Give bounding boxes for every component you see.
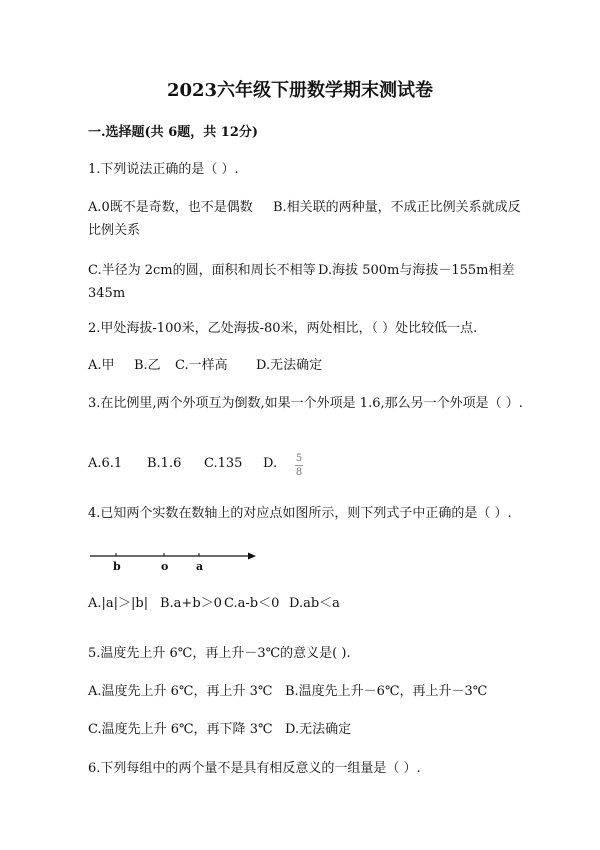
question-1-option-d-continued: 345m (88, 286, 126, 301)
axis-label-o: o (161, 560, 169, 573)
question-6-stem: 6.下列每组中的两个量不是具有相反意义的一组量是（ ）. (88, 761, 421, 776)
question-1-option-b-continued: 比例关系 (88, 223, 141, 238)
fraction-denominator: 8 (295, 467, 303, 478)
question-5-option-d: D.无法确定 (285, 722, 352, 737)
question-4-option-a: A.|a|＞|b| (88, 596, 149, 611)
question-2-option-b: B.乙 (134, 358, 161, 373)
question-3-stem: 3.在比例里,两个外项互为倒数,如果一个外项是 1.6,那么另一个外项是（ ）. (88, 396, 523, 411)
question-2-option-a: A.甲 (88, 358, 115, 373)
question-5-stem: 5.温度先上升 6℃，再上升－3℃的意义是( ). (88, 646, 351, 661)
question-5-option-b: B.温度先上升－6℃，再上升－3℃ (285, 684, 488, 699)
question-3-option-d: D. (263, 456, 278, 471)
axis-label-b: b (113, 560, 121, 573)
question-2-stem: 2.甲处海拔-100米，乙处海拔-80米，两处相比，（ ）处比较低一点. (88, 321, 478, 336)
question-1-option-d: D.海拔 500m与海拔－155m相差 (318, 263, 515, 278)
axis-label-a: a (196, 560, 204, 573)
question-4-option-d: D.ab＜a (289, 596, 340, 611)
question-2-option-d: D.无法确定 (256, 358, 323, 373)
fraction-image (292, 453, 306, 478)
question-1-stem: 1.下列说法正确的是（ ）. (88, 162, 239, 177)
question-1-option-a: A.0既不是奇数，也不是偶数 (88, 200, 253, 215)
question-1-option-c: C.半径为 2cm的圆，面积和周长不相等 (88, 263, 316, 278)
question-2-option-c: C.一样高 (175, 358, 228, 373)
question-5-option-a: A.温度先上升 6℃，再上升 3℃ (88, 684, 273, 699)
question-4-stem: 4.已知两个实数在数轴上的对应点如图所示，则下列式子中正确的是（ ）. (88, 506, 512, 521)
section-heading: 一.选择题(共 6题，共 12分) (88, 125, 259, 140)
page-title: 2023六年级下册数学期末测试卷 (166, 80, 434, 101)
question-4-option-c: C.a-b＜0 (224, 596, 280, 611)
number-line-arrow (248, 553, 256, 560)
question-4-option-b: B.a+b＞0 (160, 596, 222, 611)
question-1-option-b: B.相关联的两种量，不成正比例关系就成反 (273, 200, 521, 215)
fraction-numerator: 5 (295, 453, 303, 464)
question-5-option-c: C.温度先上升 6℃，再下降 3℃ (88, 722, 273, 737)
fraction-bar (295, 465, 303, 466)
question-3-option-a: A.6.1 (88, 456, 123, 471)
question-3-option-c: C.135 (204, 456, 243, 471)
question-3-option-b: B.1.6 (147, 456, 182, 471)
